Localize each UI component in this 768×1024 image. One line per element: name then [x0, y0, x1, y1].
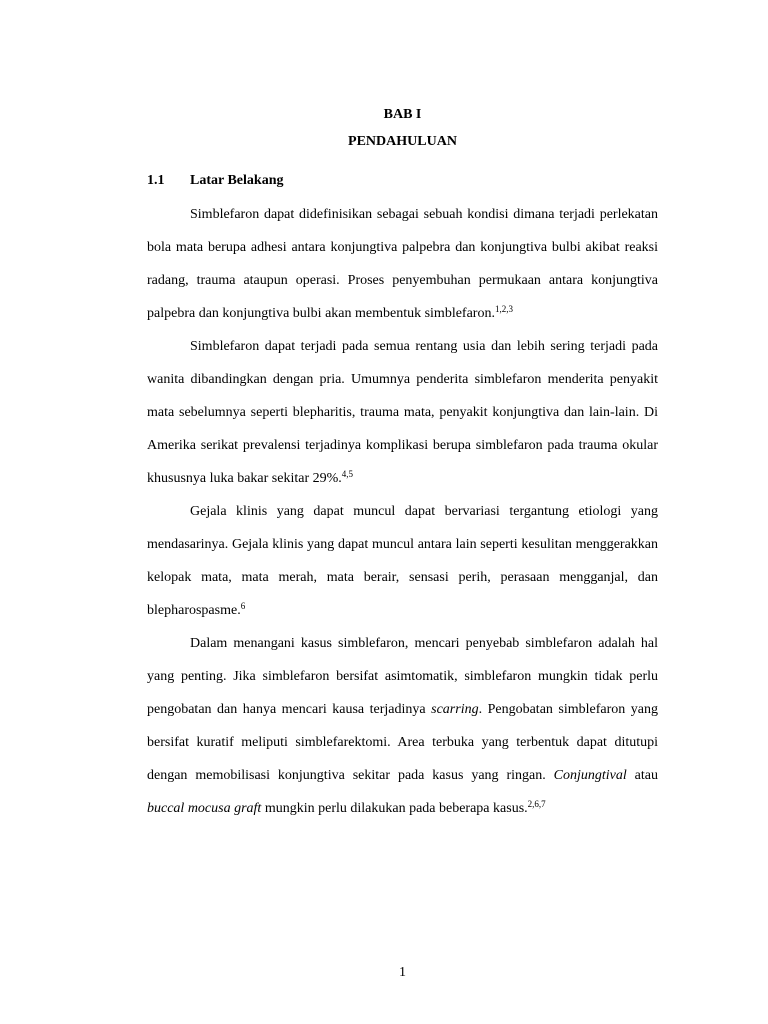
paragraph-text: Simblefaron dapat didefinisikan sebagai sebuah kondisi dimana terjadi perlekatan bola mata berupa adhesi antara konjungtiva palpebra dan konjungtiva bulbi akibat reaksi radang, trauma ataupun operasi. Proses penyembuhan permukaan antara konjungtiva palpebra dan konjungtiva bulbi akan membentuk simblefaron.	[147, 207, 658, 321]
page-number: 1	[399, 965, 406, 980]
chapter-heading: BAB I	[383, 107, 422, 122]
section-number: 1.1	[147, 173, 165, 188]
paragraph-3	[147, 495, 658, 627]
body-text	[147, 198, 658, 825]
italic-term: Conjungtival	[553, 768, 627, 783]
paragraph-text: atau	[626, 768, 658, 783]
citation-reference: 1,2,3	[494, 304, 513, 314]
chapter-title: PENDAHULUAN	[348, 134, 457, 149]
citation-reference: 2,6,7	[527, 799, 546, 809]
section-heading	[147, 172, 283, 190]
paragraph-text: . Pengobatan simblefaron yang bersifat kuratif meliputi simblefarektomi. Area terbuka yang terbentuk dapat ditutupi dengan memobilisasi konjungtiva sekitar pada kasus yang ringan.	[147, 702, 659, 783]
section-title: Latar Belakang	[190, 173, 284, 188]
paragraph-1	[147, 198, 658, 330]
paragraph-2	[147, 330, 658, 495]
italic-term: buccal mocusa graft	[147, 801, 262, 816]
citation-reference: 6	[240, 601, 246, 611]
paragraph-4	[147, 627, 658, 825]
paragraph-text: Gejala klinis yang dapat muncul dapat bervariasi tergantung etiologi yang mendasarinya. Gejala klinis yang dapat muncul antara lain seperti kesulitan menggerakkan kelopak mata, mata merah, mata berair, sensasi perih, perasaan mengganjal, dan blepharospasme.	[147, 504, 658, 618]
paragraph-text: Simblefaron dapat terjadi pada semua rentang usia dan lebih sering terjadi pada wanita dibandingkan dengan pria. Umumnya penderita simblefaron menderita penyakit mata sebelumnya seperti blepharitis, trauma mata, penyakit konjungtiva dan lain-lain. Di Amerika serikat prevalensi terjadinya komplikasi berupa simblefaron pada trauma okular khususnya luka bakar sekitar 29%.	[147, 339, 658, 486]
paragraph-text: mungkin perlu dilakukan pada beberapa kasus.	[261, 801, 528, 816]
italic-term: scarring	[431, 702, 479, 717]
citation-reference: 4,5	[341, 469, 354, 479]
paragraph-text: Dalam menangani kasus simblefaron, mencari penyebab simblefaron adalah hal yang penting. Jika simblefaron bersifat asimtomatik, simblefaron mungkin tidak perlu pengobatan dan hanya mencari kausa terjadinya	[147, 636, 658, 717]
